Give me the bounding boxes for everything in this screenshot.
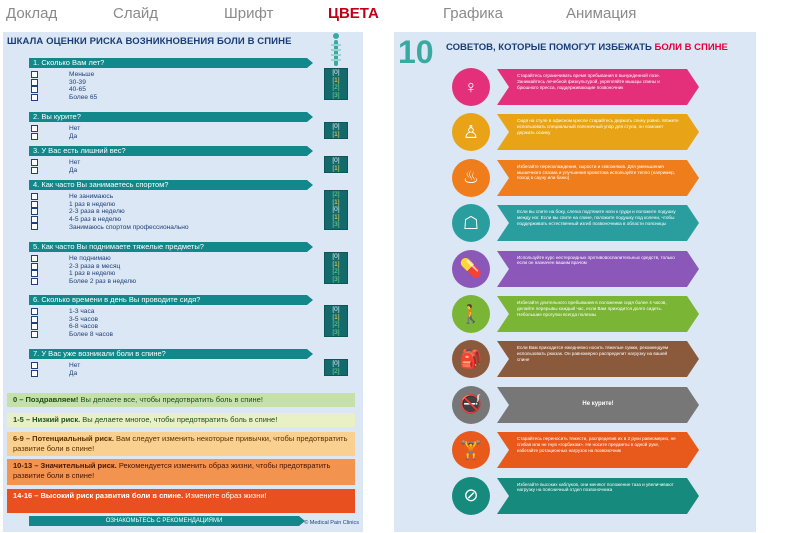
answer-checkbox[interactable] <box>31 167 38 174</box>
tip-banner <box>497 341 687 377</box>
answer-option[interactable] <box>31 331 113 339</box>
tip-banner <box>497 296 687 332</box>
score-value: [3] <box>332 221 340 229</box>
risk-result-3 <box>7 459 355 485</box>
pills-icon: 💊 <box>452 250 490 288</box>
tip-text: Используйте курс нестероидных противовоспалительных средств, только если он назначен вашим врачом <box>517 254 675 266</box>
tips-title-accent: БОЛИ В СПИНЕ <box>654 42 728 53</box>
tip-arrow <box>687 251 699 287</box>
score-value: [2] <box>332 367 340 375</box>
score-value: [0] <box>332 206 340 214</box>
tip-row <box>394 429 756 471</box>
answer-checkbox[interactable] <box>31 278 38 285</box>
tip-row <box>394 202 756 244</box>
answer-checkbox[interactable] <box>31 255 38 262</box>
score-column <box>324 305 348 337</box>
tip-banner <box>497 205 687 241</box>
answer-checkbox[interactable] <box>31 94 38 101</box>
answer-label: Более 65 <box>69 94 98 102</box>
score-value: [1] <box>332 213 340 221</box>
answer-label: 1 раз в неделю <box>69 270 116 278</box>
tip-text: Если Вам приходится ежедневно носить тяжелые сумки, рекомендуем использовать рюкзак. Он равномерно распределит нагрузку на вашей спине <box>517 345 669 362</box>
risk-scale-title <box>3 36 363 47</box>
score-value: [0] <box>332 69 340 76</box>
backpack-icon: 🎒 <box>452 340 490 378</box>
risk-result-label: 1-5 – Низкий риск. <box>13 415 81 424</box>
question-header: 3. У Вас есть лишний вес? <box>29 146 307 156</box>
answer-label: 6-8 часов <box>69 323 99 331</box>
answer-label: Да <box>69 369 78 377</box>
tip-arrow <box>687 432 699 468</box>
score-column <box>324 252 348 284</box>
risk-result-text: Измените образ жизни! <box>183 491 267 500</box>
risk-result-label: 10-13 – Значительный риск. <box>13 461 117 470</box>
answer-checkbox[interactable] <box>31 133 38 140</box>
title-rest: РИСКА ВОЗНИКНОВЕНИЯ БОЛИ В СПИНЕ <box>89 36 292 47</box>
answer-label: Да <box>69 132 78 140</box>
risk-result-label: 0 – Поздравляем! <box>13 395 79 404</box>
score-value: [0] <box>332 157 340 164</box>
answer-checkbox[interactable] <box>31 159 38 166</box>
answer-label: Нет <box>69 125 81 133</box>
answer-option[interactable] <box>31 167 77 175</box>
tips-title-prefix: СОВЕТОВ, КОТОРЫЕ ПОМОГУТ ИЗБЕЖАТЬ <box>446 42 652 53</box>
score-column <box>324 156 348 173</box>
score-value: [3] <box>332 328 340 336</box>
answer-checkbox[interactable] <box>31 362 38 369</box>
tip-arrow <box>687 205 699 241</box>
answer-label: Не занимаюсь <box>69 193 114 201</box>
answer-label: Занимаюсь спортом профессионально <box>69 223 189 231</box>
score-value: [0] <box>332 360 340 367</box>
tips-number: 10 <box>398 34 434 70</box>
risk-scale-panel <box>3 32 363 532</box>
answer-checkbox[interactable] <box>31 263 38 270</box>
answer-option[interactable] <box>31 94 97 102</box>
tip-text: Старайтесь ограничивать время пребывания в вынужденной позе. Занимайтесь лечебной физкультурой, укрепляйте мышцы спины и брюшного пресса, поддерживающие позвоночник <box>517 73 660 90</box>
score-value: [2] <box>332 84 340 92</box>
tip-row <box>394 338 756 380</box>
question-header: 1. Сколько Вам лет? <box>29 58 307 68</box>
answer-option[interactable] <box>31 223 189 231</box>
question-header: 4. Как часто Вы занимаетесь спортом? <box>29 180 307 190</box>
score-column <box>324 122 348 139</box>
no-smoking-icon: 🚭 <box>452 386 490 424</box>
answer-label: Более 8 часов <box>69 331 114 339</box>
tip-text: Если вы спите на боку, слегка подтяните ноги к груди и положите подушку между ног. Если вы спите на спине, положите подушку под колени, чтобы поддерживать естественный изгиб позвоночника в области поясницы <box>517 209 676 226</box>
answer-label: 3-5 часов <box>69 315 99 323</box>
tip-banner <box>497 478 687 514</box>
tip-arrow <box>687 478 699 514</box>
answer-checkbox[interactable] <box>31 270 38 277</box>
lifting-icon: 🏋 <box>452 431 490 469</box>
bed-lying-icon: ☖ <box>452 204 490 242</box>
score-value: [2] <box>332 191 340 198</box>
tip-text: Избегайте переохлаждения, сырости и сквозняков. Для уменьшения мышечного спазма и улучшения кровотока используйте тепло (например, поход в сауну или баню) <box>517 163 675 181</box>
tip-arrow <box>687 296 699 332</box>
answer-checkbox[interactable] <box>31 323 38 330</box>
heat-waves-icon: ♨ <box>452 159 490 197</box>
risk-result-text: Вы делаете многое, чтобы предотвратить боль в спине! <box>80 415 278 424</box>
risk-result-label: 6-9 – Потенциальный риск. <box>13 434 114 443</box>
question-header: 5. Как часто Вы поднимаете тяжелые предметы? <box>29 242 307 252</box>
score-column <box>324 68 348 100</box>
answer-checkbox[interactable] <box>31 216 38 223</box>
recommendations-button[interactable]: ОЗНАКОМЬТЕСЬ С РЕКОМЕНДАЦИЯМИ <box>29 516 299 526</box>
tip-row <box>394 157 756 199</box>
answer-option[interactable] <box>31 370 77 378</box>
score-value: [2] <box>332 321 340 329</box>
score-value: [1] <box>332 313 340 321</box>
score-value: [3] <box>332 275 340 283</box>
tab-slide[interactable]: Слайд <box>113 5 159 22</box>
tip-arrow <box>687 69 699 105</box>
tip-row <box>394 293 756 335</box>
answer-checkbox[interactable] <box>31 86 38 93</box>
score-value: [2] <box>332 268 340 276</box>
answer-label: 30-39 <box>69 78 86 86</box>
person-bending-icon: ♀ <box>452 68 490 106</box>
walking-icon: 🚶 <box>452 295 490 333</box>
risk-result-4 <box>7 489 355 513</box>
tab-colors[interactable]: ЦВЕТА <box>328 5 379 22</box>
score-column <box>324 359 348 376</box>
chair-sitting-icon: ♙ <box>452 113 490 151</box>
tip-row <box>394 111 756 153</box>
question-header: 7. У Вас уже возникали боли в спине? <box>29 349 307 359</box>
tip-row <box>394 384 756 426</box>
tips-title <box>446 42 728 53</box>
score-value: [1] <box>332 130 340 138</box>
tip-arrow <box>687 114 699 150</box>
answer-checkbox[interactable] <box>31 370 38 377</box>
answer-label: 40-65 <box>69 86 86 94</box>
answer-checkbox[interactable] <box>31 125 38 132</box>
tip-banner <box>497 69 687 105</box>
tip-row <box>394 248 756 290</box>
score-column <box>324 190 348 230</box>
answer-checkbox[interactable] <box>31 331 38 338</box>
answer-label: Меньше <box>69 71 95 79</box>
answer-label: 2-3 раза в неделю <box>69 208 125 216</box>
tip-arrow <box>687 387 699 423</box>
score-value: [3] <box>332 91 340 99</box>
answer-label: Нет <box>69 362 81 370</box>
answer-label: Более 2 раз в неделю <box>69 278 137 286</box>
tip-banner <box>497 114 687 150</box>
risk-result-2 <box>7 432 355 456</box>
answer-label: Не поднимаю <box>69 255 111 263</box>
no-heels-icon: ⊘ <box>452 477 490 515</box>
answer-checkbox[interactable] <box>31 208 38 215</box>
answer-label: Да <box>69 166 78 174</box>
tip-row <box>394 475 756 517</box>
score-value: [1] <box>332 76 340 84</box>
tip-row <box>394 66 756 108</box>
title-prefix: ШКАЛА ОЦЕНКИ <box>7 36 87 47</box>
tip-banner <box>497 387 687 423</box>
answer-label: Нет <box>69 159 81 167</box>
tips-panel <box>394 32 756 532</box>
answer-checkbox[interactable] <box>31 79 38 86</box>
tip-banner <box>497 432 687 468</box>
tip-arrow <box>687 341 699 377</box>
score-value: [1] <box>332 260 340 268</box>
tip-text: Сидя на стуле в офисном кресле старайтесь держать спину ровно. Можете использовать специальный поясничный упор для стула, он поможет держать осанку <box>517 118 679 135</box>
answer-checkbox[interactable] <box>31 193 38 200</box>
tip-banner <box>497 251 687 287</box>
tip-banner <box>497 160 687 196</box>
risk-result-1 <box>7 413 355 427</box>
answer-checkbox[interactable] <box>31 316 38 323</box>
answer-option[interactable] <box>31 133 77 141</box>
tip-text: Избегайте высоких каблуков, они меняют положение таза и увеличивают нагрузку на поясничный отдел позвоночника <box>517 481 674 493</box>
risk-result-label: 14-16 – Высокий риск развития боли в спине. <box>13 491 184 500</box>
answer-label: 2-3 раза в месяц <box>69 262 121 270</box>
answer-option[interactable] <box>31 278 136 286</box>
answer-checkbox[interactable] <box>31 201 38 208</box>
risk-result-0 <box>7 393 355 407</box>
tip-arrow <box>687 160 699 196</box>
tab-font[interactable]: Шрифт <box>224 5 274 22</box>
tab-animation[interactable]: Анимация <box>566 5 637 22</box>
answer-label: 1 раз в неделю <box>69 200 116 208</box>
answer-checkbox[interactable] <box>31 223 38 230</box>
tab-graphics[interactable]: Графика <box>443 5 503 22</box>
answer-checkbox[interactable] <box>31 71 38 78</box>
score-value: [0] <box>332 306 340 313</box>
answer-checkbox[interactable] <box>31 308 38 315</box>
risk-result-text: Вы делаете все, чтобы предотвратить боль в спине! <box>78 395 263 404</box>
score-value: [1] <box>332 164 340 172</box>
question-header: 6. Сколько времени в день Вы проводите сидя? <box>29 295 307 305</box>
answer-label: 4-5 раз в неделю <box>69 216 122 224</box>
score-value: [0] <box>332 253 340 260</box>
risk-result-text: Вам следует изменить некоторые привычки, чтобы предотвратить развитие боли в спине! <box>13 434 348 453</box>
answer-label: 1-3 часа <box>69 308 95 316</box>
risk-result-text: Рекомендуется изменить образ жизни, чтобы предотвратить развитие боли в спине! <box>13 461 331 480</box>
tip-text: Не курите! <box>582 400 614 407</box>
spine-icon <box>329 32 343 68</box>
tip-text: Избегайте длительного пребывания в положении сидя более 4 часов, делайте перерывы каждый час, если Вам приходится долго сидеть. Небольшие прогулки всегда полезны <box>517 300 667 317</box>
slide-tabs <box>0 0 800 30</box>
tab-doklad[interactable]: Доклад <box>6 5 58 22</box>
credit-text: © Medical Pain Clinics <box>304 520 359 526</box>
tip-text: Старайтесь переносить тяжести, распределив их в 2 руки равномерно, не сгибая или не гнув «горбиком». Не носите предметы в одной руке, избегайте ротационных нагрузок на позвоночник <box>517 436 676 453</box>
score-value: [0] <box>332 123 340 130</box>
score-value: [1] <box>332 198 340 206</box>
question-header: 2. Вы курите? <box>29 112 307 122</box>
